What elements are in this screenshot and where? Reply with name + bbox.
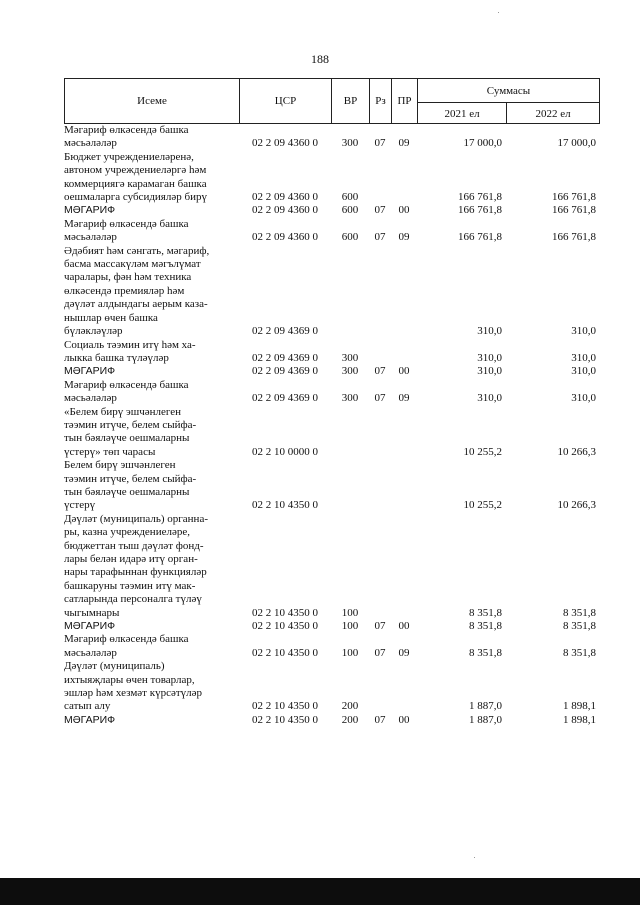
row-name: [64, 513, 239, 620]
table-row: [64, 513, 600, 620]
row-vr: 300: [341, 365, 359, 378]
table-body: [64, 124, 600, 727]
table-header: [64, 78, 600, 124]
row-name-line: МӘГАРИФ: [64, 713, 116, 726]
row-name-line: МӘГАРИФ: [64, 204, 116, 217]
row-value-2021: 166 761,8: [458, 204, 502, 217]
row-rz: 07: [374, 620, 386, 633]
row-value-2022: 10 266,3: [557, 499, 596, 512]
row-csr: 02 2 10 4350 0: [252, 620, 318, 633]
row-name-line: сатларында персоналга түләү: [64, 593, 202, 606]
row-value-2022: 17 000,0: [557, 137, 596, 150]
header-sums-group: [418, 79, 599, 123]
row-value-2022: 310,0: [571, 365, 596, 378]
table-row: [64, 459, 600, 513]
row-rz: 07: [374, 365, 386, 378]
row-value-2022: 166 761,8: [552, 191, 596, 204]
row-csr: 02 2 09 4369 0: [252, 351, 318, 364]
row-name: [64, 620, 239, 633]
header-vr: ВР: [332, 79, 370, 123]
row-name: [64, 633, 239, 660]
row-name: [64, 459, 239, 513]
row-name: [64, 339, 239, 366]
row-name-line: чыгымнары: [64, 606, 120, 619]
row-name-line: Дәүләт (муниципаль) органна-: [64, 512, 208, 525]
row-name-line: тын бәяләүче оешмаларны: [64, 485, 190, 498]
row-rz: 07: [374, 204, 386, 217]
row-vr: 200: [341, 713, 359, 726]
table-row: [64, 151, 600, 205]
table-row: [64, 620, 600, 633]
row-csr: 02 2 10 4350 0: [252, 700, 318, 713]
row-name-line: МӘГАРИФ: [64, 365, 116, 378]
row-csr: 02 2 10 4350 0: [252, 606, 318, 619]
row-name-line: чаралары, фән һәм техника: [64, 271, 192, 284]
row-vr: 600: [341, 191, 359, 204]
row-vr: 100: [341, 646, 359, 659]
row-name-line: башкаруны тәэмин итү мак-: [64, 579, 196, 592]
row-name-line: үстерү: [64, 499, 96, 512]
header-csr: ЦСР: [240, 79, 332, 123]
row-name-line: «Белем бирү эшчәнлеген: [64, 405, 182, 418]
table-row: [64, 245, 600, 339]
row-name-line: ихтыяҗлары өчен товарлар,: [64, 673, 195, 686]
row-value-2022: 8 351,8: [563, 606, 596, 619]
row-name: [64, 151, 239, 205]
row-value-2021: 1 887,0: [469, 700, 502, 713]
row-value-2022: 310,0: [571, 392, 596, 405]
row-name-line: өлкәсендә премияләр һәм: [64, 284, 185, 297]
header-year-2022: 2022 ел: [535, 107, 571, 120]
row-pr: 09: [398, 137, 410, 150]
row-name-line: лыкка башка түләүләр: [64, 351, 169, 364]
table-row: [64, 365, 600, 378]
row-value-2021: 310,0: [477, 365, 502, 378]
row-name-line: ры, казна учреждениеләре,: [64, 526, 190, 539]
row-value-2021: 1 887,0: [469, 713, 502, 726]
scan-speck: [498, 12, 499, 13]
row-vr: 200: [341, 700, 359, 713]
row-pr: 00: [398, 204, 410, 217]
row-pr: 09: [398, 392, 410, 405]
row-name-line: лары белән идарә итү орган-: [64, 553, 198, 565]
row-name-line: тәэмин итүче, белем сыйфа-: [64, 472, 197, 485]
table-row: [64, 339, 600, 366]
table-row: [64, 379, 600, 406]
row-rz: 07: [374, 137, 386, 150]
row-pr: 00: [398, 620, 410, 633]
row-csr: 02 2 09 4360 0: [252, 137, 318, 150]
row-name-line: оешмаларга субсидияләр бирү: [64, 191, 207, 204]
row-vr: 300: [341, 351, 359, 364]
row-vr: 600: [341, 204, 359, 217]
row-name-line: Социаль тәэмин итү һәм ха-: [64, 338, 196, 351]
header-rz: Рз: [370, 79, 392, 123]
row-value-2021: 10 255,2: [463, 445, 502, 458]
row-name: [64, 379, 239, 406]
row-name-line: Бюджет учреждениеләренә,: [64, 150, 194, 163]
page-number: 188: [311, 52, 329, 66]
row-value-2021: 17 000,0: [463, 137, 502, 150]
row-name: [64, 365, 239, 378]
row-csr: 02 2 10 4350 0: [252, 646, 318, 659]
row-name: [64, 406, 239, 460]
row-value-2021: 10 255,2: [463, 499, 502, 512]
row-value-2021: 166 761,8: [458, 191, 502, 204]
row-vr: 100: [341, 620, 359, 633]
row-vr: 100: [341, 606, 359, 619]
row-csr: 02 2 09 4360 0: [252, 191, 318, 204]
table-row: [64, 714, 600, 727]
row-csr: 02 2 10 4350 0: [252, 499, 318, 512]
row-name-line: тын бәяләүче оешмаларны: [64, 432, 190, 445]
row-name-line: Мәгариф өлкәсендә башка: [64, 633, 189, 646]
row-name-line: коммерциягә карамаган башка: [64, 177, 207, 190]
row-rz: 07: [374, 392, 386, 405]
row-name: [64, 204, 239, 217]
table-row: [64, 660, 600, 714]
row-name-line: Мәгариф өлкәсендә башка: [64, 378, 189, 391]
row-value-2022: 1 898,1: [563, 713, 596, 726]
row-pr: 09: [398, 646, 410, 659]
row-name-line: бүләкләүләр: [64, 325, 123, 338]
row-rz: 07: [374, 231, 386, 244]
table-row: [64, 204, 600, 217]
row-pr: 00: [398, 713, 410, 726]
row-name-line: Мәгариф өлкәсендә башка: [64, 217, 189, 230]
row-value-2021: 310,0: [477, 325, 502, 338]
row-pr: 09: [398, 231, 410, 244]
table-row: [64, 218, 600, 245]
row-name: [64, 245, 239, 339]
row-name-line: Мәгариф өлкәсендә башка: [64, 124, 189, 136]
row-name-line: мәсьәләләр: [64, 646, 117, 659]
row-value-2021: 166 761,8: [458, 231, 502, 244]
row-rz: 07: [374, 646, 386, 659]
row-csr: 02 2 09 4360 0: [252, 204, 318, 217]
row-name-line: дәүләт алдындагы аерым каза-: [64, 298, 208, 311]
header-pr: ПР: [392, 79, 418, 123]
row-value-2022: 166 761,8: [552, 204, 596, 217]
row-value-2022: 166 761,8: [552, 231, 596, 244]
row-rz: 07: [374, 713, 386, 726]
row-csr: 02 2 09 4369 0: [252, 392, 318, 405]
row-value-2022: 8 351,8: [563, 620, 596, 633]
row-name-line: мәсьәләләр: [64, 231, 117, 244]
header-name: Исеме: [65, 79, 240, 123]
row-csr: 02 2 09 4369 0: [252, 325, 318, 338]
row-name: [64, 660, 239, 714]
row-name-line: басма массакүләм мәгълүмат: [64, 258, 201, 271]
row-name-line: Әдәбият һәм сәнгать, мәгариф,: [64, 244, 210, 257]
row-pr: 00: [398, 365, 410, 378]
header-sums: Суммасы: [418, 79, 599, 103]
row-value-2021: 8 351,8: [469, 620, 502, 633]
row-name-line: Дәүләт (муниципаль): [64, 660, 165, 673]
row-name: [64, 124, 239, 151]
row-value-2022: 310,0: [571, 351, 596, 364]
row-name-line: үстерү» төп чарасы: [64, 445, 156, 458]
row-name-line: Белем бирү эшчәнлеген: [64, 459, 176, 472]
header-year-2021: 2021 ел: [418, 103, 507, 124]
row-value-2021: 8 351,8: [469, 646, 502, 659]
row-value-2022: 8 351,8: [563, 646, 596, 659]
row-name-line: тәэмин итүче, белем сыйфа-: [64, 418, 197, 431]
row-name-line: МӘГАРИФ: [64, 620, 116, 633]
row-name-line: эшләр һәм хезмәт күрсәтүләр: [64, 687, 203, 700]
scan-bottom-edge: [0, 878, 640, 905]
row-value-2022: 1 898,1: [563, 700, 596, 713]
row-vr: 300: [341, 137, 359, 150]
table-row: [64, 633, 600, 660]
row-name-line: мәсьәләләр: [64, 137, 117, 150]
row-name-line: нышлар өчен башка: [64, 311, 158, 324]
row-name-line: мәсьәләләр: [64, 392, 117, 405]
row-vr: 600: [341, 231, 359, 244]
row-csr: 02 2 09 4360 0: [252, 231, 318, 244]
row-name-line: автоном учреждениеләргә һәм: [64, 164, 207, 177]
row-name-line: сатып алу: [64, 700, 111, 713]
table-row: [64, 124, 600, 151]
row-value-2021: 310,0: [477, 351, 502, 364]
row-name-line: нары тарафыннан функцияләр: [64, 566, 207, 579]
row-name-line: бюджеттан тыш дәүләт фонд-: [64, 539, 204, 552]
row-name: [64, 218, 239, 245]
row-value-2021: 8 351,8: [469, 606, 502, 619]
scan-speck: [474, 857, 475, 858]
row-csr: 02 2 10 0000 0: [252, 445, 318, 458]
row-value-2022: 310,0: [571, 325, 596, 338]
table-row: [64, 406, 600, 460]
row-csr: 02 2 10 4350 0: [252, 713, 318, 726]
row-vr: 300: [341, 392, 359, 405]
row-value-2022: 10 266,3: [557, 445, 596, 458]
row-csr: 02 2 09 4369 0: [252, 365, 318, 378]
row-name: [64, 714, 239, 727]
row-value-2021: 310,0: [477, 392, 502, 405]
